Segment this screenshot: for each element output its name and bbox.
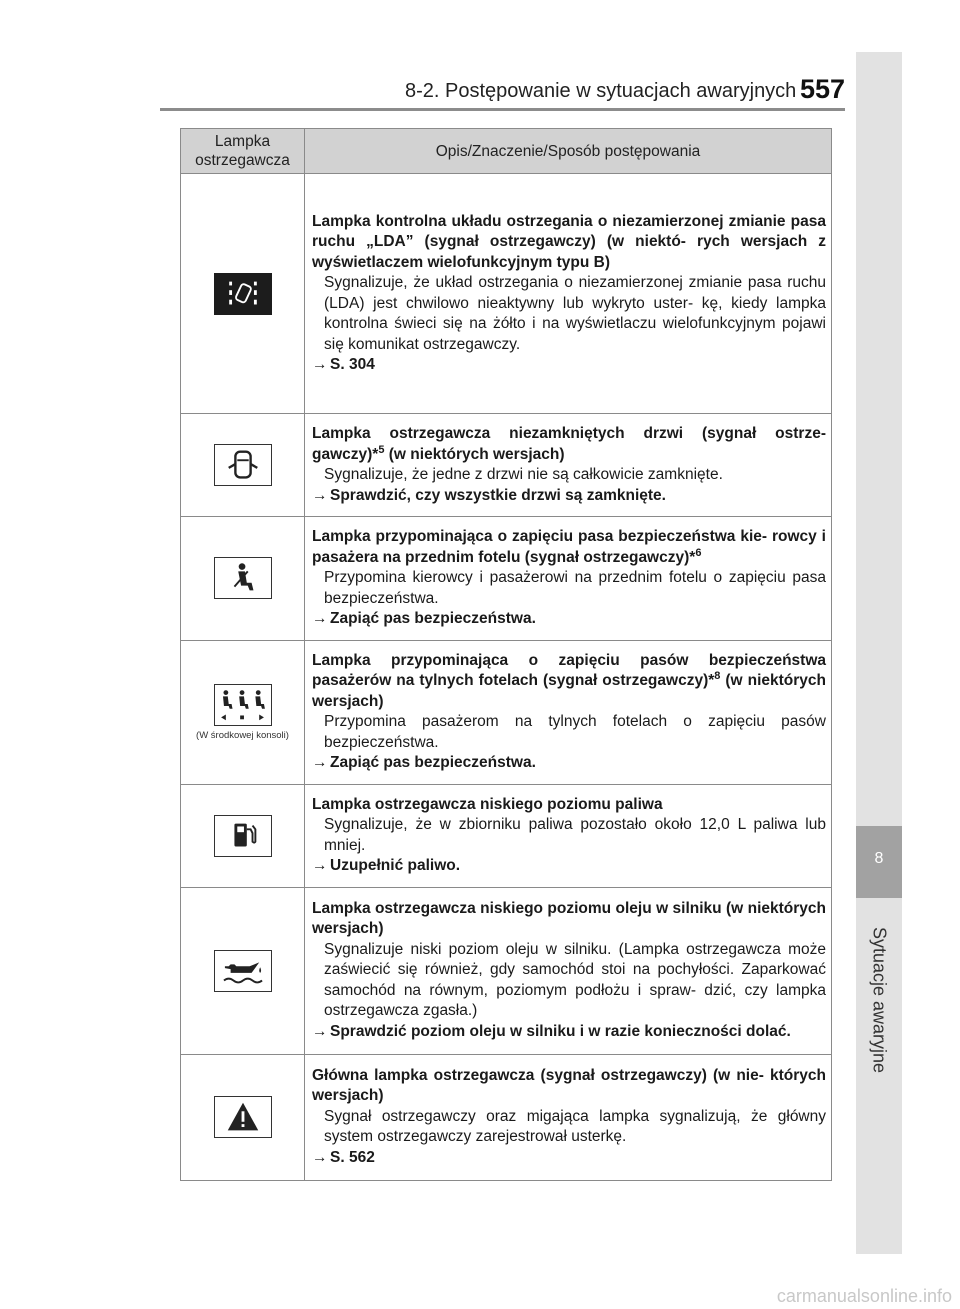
description-cell [305, 887, 832, 1054]
lamp-cell [181, 414, 305, 517]
table-row [181, 784, 832, 887]
lamp-action: → Zapiąć pas bezpieczeństwa. [312, 609, 826, 630]
lamp-description: Sygnalizuje, że jedne z drzwi nie są całkowicie zamknięte. [324, 466, 723, 483]
header-rule [160, 108, 845, 111]
lamp-description: Sygnalizuje, że w zbiorniku paliwa pozostało około 12,0 L paliwa lub mniej. [324, 816, 826, 854]
column-header-lamp: Lampka ostrzegawcza [181, 129, 305, 174]
description-cell [305, 517, 832, 641]
footer-watermark[interactable]: carmanualsonline.info [776, 1286, 952, 1306]
description-cell [305, 1054, 832, 1180]
lamp-title: Lampka ostrzegawcza niezamkniętych drzwi (sygnał ostrze- gawczy)*$^5$ (w niektórych wersjach) [312, 425, 826, 463]
rear-seatbelt-icon [214, 684, 272, 726]
lamp-description: Przypomina pasażerom na tylnych fotelach o zapięciu pasów bezpieczeństwa. [324, 713, 826, 751]
icon-caption: (W środkowej konsoli) [196, 729, 289, 741]
lamp-cell [181, 887, 305, 1054]
table-row [181, 640, 832, 784]
warning-lights-table [180, 128, 832, 1181]
oil-level-icon [214, 950, 272, 992]
action-text: Sprawdzić, czy wszystkie drzwi są zamknięte. [330, 486, 666, 504]
lamp-cell [181, 1054, 305, 1180]
lamp-title: Lampka ostrzegawcza niskiego poziomu oleju w silniku (w niektórych wersjach) [312, 899, 826, 938]
lamp-description: Sygnał ostrzegawczy oraz migająca lampka sygnalizują, że główny system ostrzegawczy zarejestrował usterkę. [324, 1107, 826, 1146]
master-warning-icon [214, 1096, 272, 1138]
lamp-action: → Zapiąć pas bezpieczeństwa. [312, 753, 826, 774]
lamp-title: Lampka przypominająca o zapięciu pasów bezpieczeństwa pasażerów na tylnych fotelach (sygnał ostrzegawczy)*$^8$ (w niektórych wersjach) [312, 651, 826, 710]
lamp-action: → Sprawdzić poziom oleju w silniku i w razie konieczności dolać. [312, 1022, 826, 1043]
table-row [181, 887, 832, 1054]
action-text: S. 562 [330, 1148, 375, 1166]
lamp-description: Sygnalizuje niski poziom oleju w silniku. (Lampka ostrzegawcza może zaświecić się również, gdy samochód stoi na pochyłości. Zaparkować samochód na równym, poziomym podłożu i spraw- dzić, czy lampka ostrzegawcza zgasła.) [324, 940, 826, 1020]
table-row [181, 414, 832, 517]
lamp-title: Lampka kontrolna układu ostrzegania o niezamierzonej zmianie pasa ruchu „LDA” (sygnał ostrzegawczy) (w niektó- rych wersjach z wyświetlaczem wielofunkcyjnym typu B) [312, 212, 826, 271]
action-text: Zapiąć pas bezpieczeństwa. [330, 610, 536, 627]
lane-departure-alert-icon [214, 273, 272, 315]
lamp-action: → Uzupełnić paliwo. [312, 856, 826, 877]
lamp-title: Lampka ostrzegawcza niskiego poziomu paliwa [312, 795, 663, 813]
lamp-cell [181, 517, 305, 641]
description-cell [305, 414, 832, 517]
lamp-title: Lampka przypominająca o zapięciu pasa bezpieczeństwa kie- rowcy i pasażera na przednim fotelu (sygnał ostrzegawczy)*$^6$ [312, 528, 826, 566]
lamp-cell [181, 640, 305, 784]
table-row [181, 1054, 832, 1180]
lamp-description: Przypomina kierowcy i pasażerowi na przednim fotelu o zapięciu pasa bezpieczeństwa. [324, 569, 826, 607]
lamp-cell [181, 174, 305, 414]
table-row [181, 517, 832, 641]
action-text: S. 304 [330, 356, 375, 373]
open-door-icon [214, 444, 272, 486]
table-header-row [181, 129, 832, 174]
column-header-description: Opis/Znaczenie/Sposób postępowania [305, 129, 832, 174]
section-title: 8-2. Postępowanie w sytuacjach awaryjnych [405, 80, 797, 102]
lamp-action: → S. 562 [312, 1148, 826, 1169]
table-row [181, 174, 832, 414]
lamp-cell [181, 784, 305, 887]
lamp-title: Główna lampka ostrzegawcza (sygnał ostrzegawczy) (w nie- których wersjach) [312, 1066, 826, 1105]
fuel-pump-icon [214, 815, 272, 857]
page-number: 557 [800, 74, 846, 104]
chapter-label: Sytuacje awaryjne [869, 926, 890, 1074]
description-cell [305, 784, 832, 887]
chapter-number: 8 [874, 850, 884, 867]
action-text: Sprawdzić poziom oleju w silniku i w razie konieczności dolać. [330, 1022, 791, 1040]
chapter-sidebar [856, 52, 902, 1254]
lamp-action: → S. 304 [312, 355, 826, 376]
action-text: Zapiąć pas bezpieczeństwa. [330, 754, 536, 771]
description-cell [305, 640, 832, 784]
seatbelt-icon [214, 557, 272, 599]
lamp-description: Sygnalizuje, że układ ostrzegania o niezamierzonej zmianie pasa ruchu (LDA) jest chwilowo nieaktywny lub wykryto uster- kę, kiedy lampka kontrolna świeci się na żółto i na wyświetlaczu wielofunkcyjnym pojawi się komunikat ostrzegawczy. [324, 274, 826, 353]
lamp-action: → Sprawdzić, czy wszystkie drzwi są zamknięte. [312, 486, 826, 507]
action-text: Uzupełnić paliwo. [330, 857, 461, 874]
description-cell [305, 174, 832, 414]
